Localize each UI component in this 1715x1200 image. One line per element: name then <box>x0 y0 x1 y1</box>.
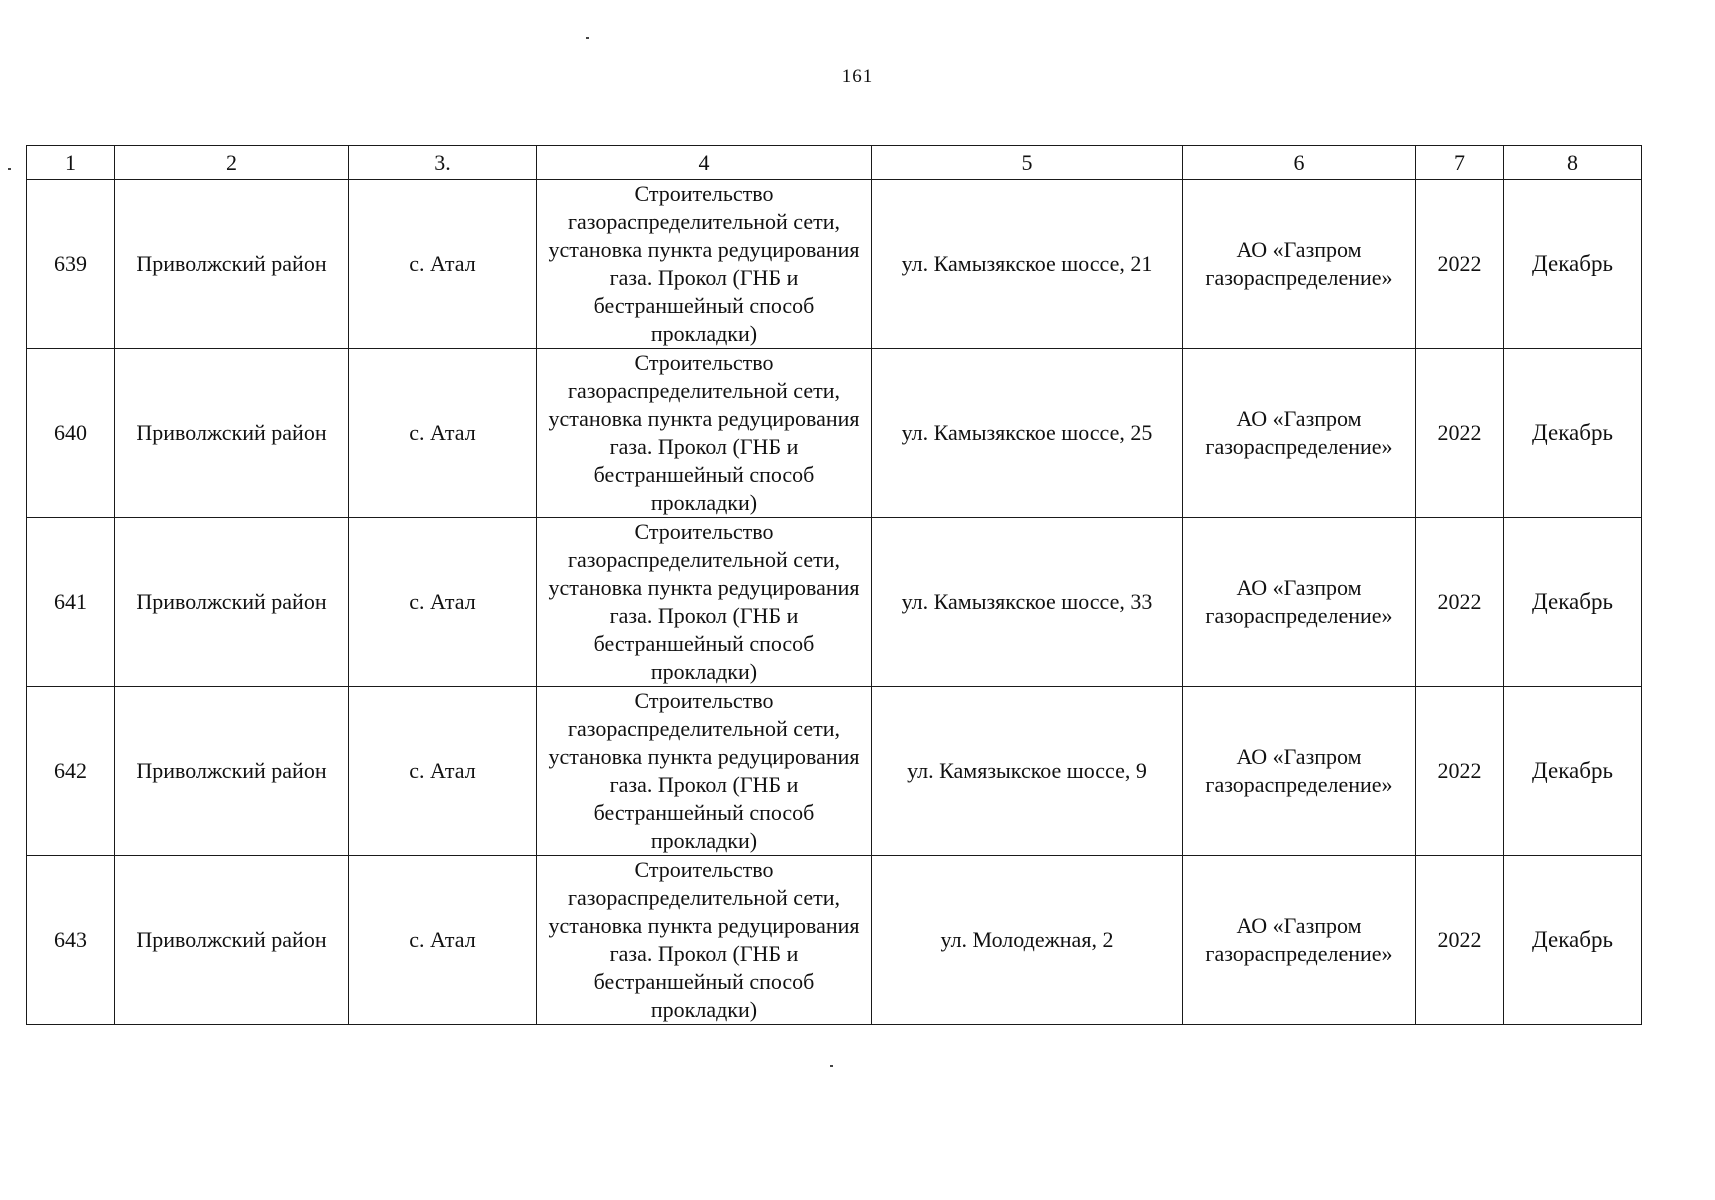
settlement-cell: с. Атал <box>349 349 537 518</box>
column-header: 2 <box>115 146 349 180</box>
table-row <box>27 349 1642 518</box>
column-header: 1 <box>27 146 115 180</box>
address-cell: ул. Камязыкское шоссе, 9 <box>872 687 1183 856</box>
row-number-cell: 641 <box>27 518 115 687</box>
month-cell: Декабрь <box>1504 518 1642 687</box>
work-description-cell: Строительство газораспределительной сети, установка пункта редуцирования газа. Прокол (ГНБ и бестраншейный способ прокладки) <box>537 856 872 1025</box>
organization-cell: АО «Газпром газораспределение» <box>1183 349 1416 518</box>
scan-speck <box>586 37 589 39</box>
district-cell: Приволжский район <box>115 180 349 349</box>
column-header: 8 <box>1504 146 1642 180</box>
year-cell: 2022 <box>1416 349 1504 518</box>
year-cell: 2022 <box>1416 180 1504 349</box>
settlement-cell: с. Атал <box>349 687 537 856</box>
column-header: 5 <box>872 146 1183 180</box>
year-cell: 2022 <box>1416 687 1504 856</box>
month-cell: Декабрь <box>1504 180 1642 349</box>
district-cell: Приволжский район <box>115 687 349 856</box>
organization-cell: АО «Газпром газораспределение» <box>1183 180 1416 349</box>
district-cell: Приволжский район <box>115 856 349 1025</box>
district-cell: Приволжский район <box>115 349 349 518</box>
organization-cell: АО «Газпром газораспределение» <box>1183 856 1416 1025</box>
table-row <box>27 687 1642 856</box>
table-row <box>27 856 1642 1025</box>
table-row <box>27 180 1642 349</box>
column-header: 7 <box>1416 146 1504 180</box>
work-description-cell: Строительство газораспределительной сети, установка пункта редуцирования газа. Прокол (ГНБ и бестраншейный способ прокладки) <box>537 518 872 687</box>
column-header: 3. <box>349 146 537 180</box>
settlement-cell: с. Атал <box>349 518 537 687</box>
scan-speck <box>8 168 11 170</box>
header-row <box>27 146 1642 180</box>
year-cell: 2022 <box>1416 856 1504 1025</box>
row-number-cell: 642 <box>27 687 115 856</box>
settlement-cell: с. Атал <box>349 180 537 349</box>
organization-cell: АО «Газпром газораспределение» <box>1183 518 1416 687</box>
work-description-cell: Строительство газораспределительной сети, установка пункта редуцирования газа. Прокол (ГНБ и бестраншейный способ прокладки) <box>537 687 872 856</box>
row-number-cell: 639 <box>27 180 115 349</box>
row-number-cell: 643 <box>27 856 115 1025</box>
organization-cell: АО «Газпром газораспределение» <box>1183 687 1416 856</box>
address-cell: ул. Камызякское шоссе, 33 <box>872 518 1183 687</box>
address-cell: ул. Камызякское шоссе, 21 <box>872 180 1183 349</box>
page-number: 161 <box>841 66 874 87</box>
month-cell: Декабрь <box>1504 687 1642 856</box>
works-table <box>26 145 1642 1025</box>
district-cell: Приволжский район <box>115 518 349 687</box>
settlement-cell: с. Атал <box>349 856 537 1025</box>
scan-speck <box>830 1065 833 1067</box>
work-description-cell: Строительство газораспределительной сети, установка пункта редуцирования газа. Прокол (ГНБ и бестраншейный способ прокладки) <box>537 180 872 349</box>
table-row <box>27 518 1642 687</box>
address-cell: ул. Камызякское шоссе, 25 <box>872 349 1183 518</box>
year-cell: 2022 <box>1416 518 1504 687</box>
month-cell: Декабрь <box>1504 349 1642 518</box>
column-header: 6 <box>1183 146 1416 180</box>
row-number-cell: 640 <box>27 349 115 518</box>
address-cell: ул. Молодежная, 2 <box>872 856 1183 1025</box>
column-header: 4 <box>537 146 872 180</box>
work-description-cell: Строительство газораспределительной сети, установка пункта редуцирования газа. Прокол (ГНБ и бестраншейный способ прокладки) <box>537 349 872 518</box>
month-cell: Декабрь <box>1504 856 1642 1025</box>
